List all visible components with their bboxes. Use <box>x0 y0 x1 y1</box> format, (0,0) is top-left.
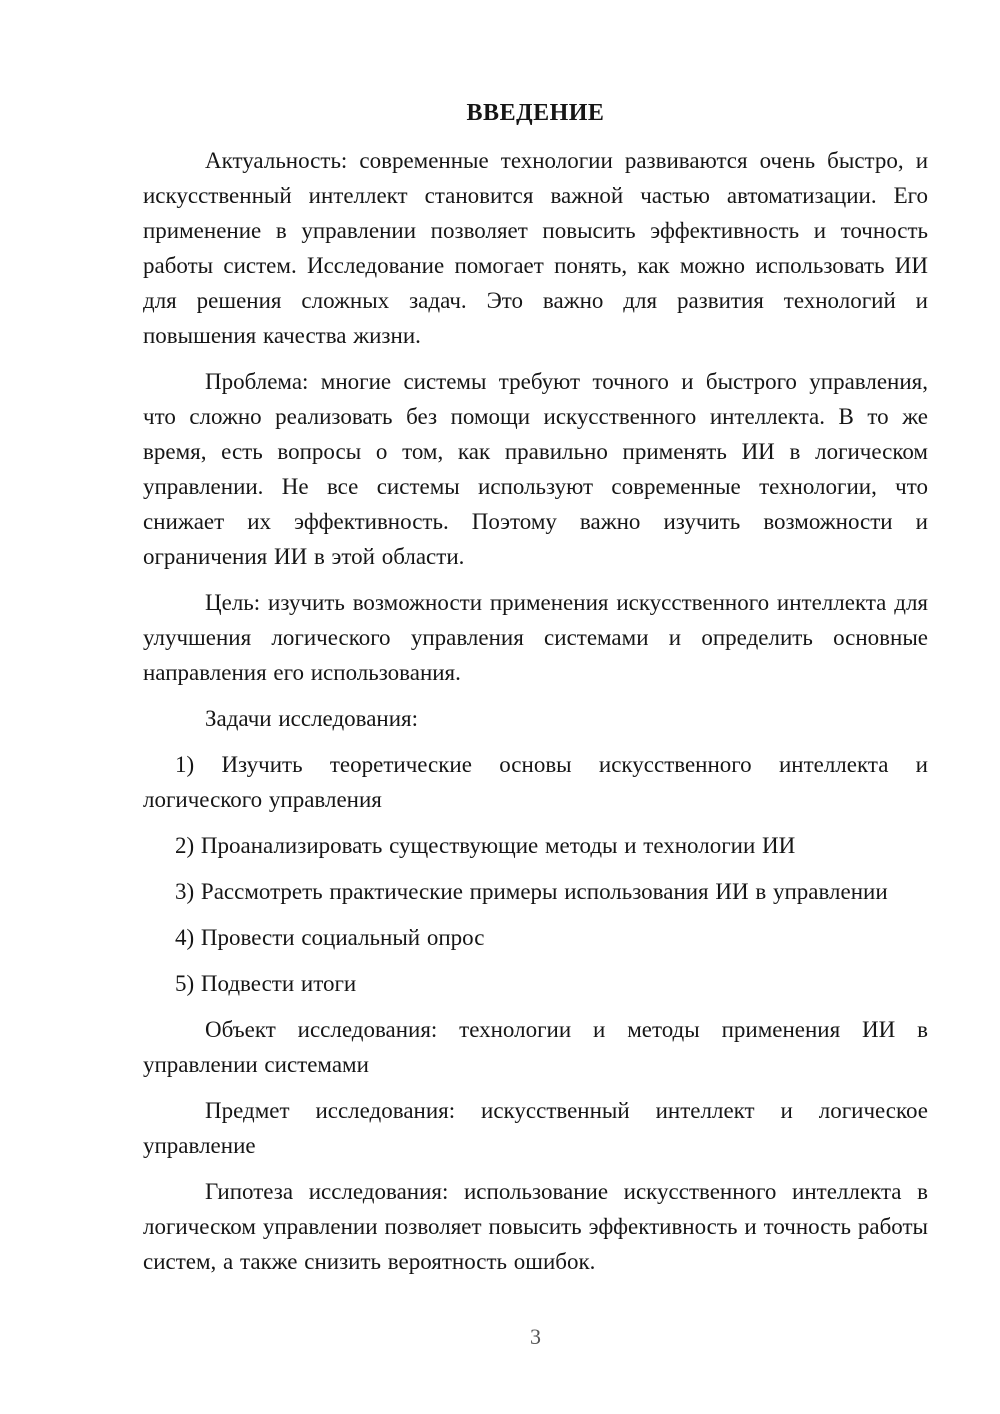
paragraph-goal: Цель: изучить возможности применения искусственного интеллекта для улучшения логического управления системами и определить основные направления его использования. <box>143 590 928 685</box>
task-item-4: 4) Провести социальный опрос <box>175 925 485 950</box>
paragraph-actuality: Актуальность: современные технологии развиваются очень быстро, и искусственный интеллект становится важной частью автоматизации. Его применение в управлении позволяет повысить эффективность и точность работы систем. Исследование помогает понять, как можно использовать ИИ для решения сложных задач. Это важно для развития технологий и повышения качества жизни. <box>143 148 928 348</box>
task-item-2: 2) Проанализировать существующие методы и технологии ИИ <box>175 833 796 858</box>
task-item-3: 3) Рассмотреть практические примеры использования ИИ в управлении <box>175 879 888 904</box>
paragraph-problem: Проблема: многие системы требуют точного и быстрого управления, что сложно реализовать без помощи искусственного интеллекта. В то же время, есть вопросы о том, как правильно применять ИИ в логическом управлении. Не все системы используют современные технологии, что снижает их эффективность. Поэтому важно изучить возможности и ограничения ИИ в этой области. <box>143 369 928 569</box>
document-content <box>143 96 928 1290</box>
task-item-5: 5) Подвести итоги <box>175 971 357 996</box>
task-item-1: 1) Изучить теоретические основы искусственного интеллекта и логического управления <box>143 752 928 812</box>
page-title: ВВЕДЕНИЕ <box>466 100 605 126</box>
paragraph-subject: Предмет исследования: искусственный интеллект и логическое управление <box>143 1098 928 1158</box>
paragraph-object: Объект исследования: технологии и методы применения ИИ в управлении системами <box>143 1017 928 1077</box>
paragraph-hypothesis: Гипотеза исследования: использование искусственного интеллекта в логическом управлении позволяет повысить эффективность и точность работы систем, а также снизить вероятность ошибок. <box>143 1179 928 1274</box>
page-number: 3 <box>530 1324 541 1349</box>
tasks-heading: Задачи исследования: <box>205 706 419 731</box>
